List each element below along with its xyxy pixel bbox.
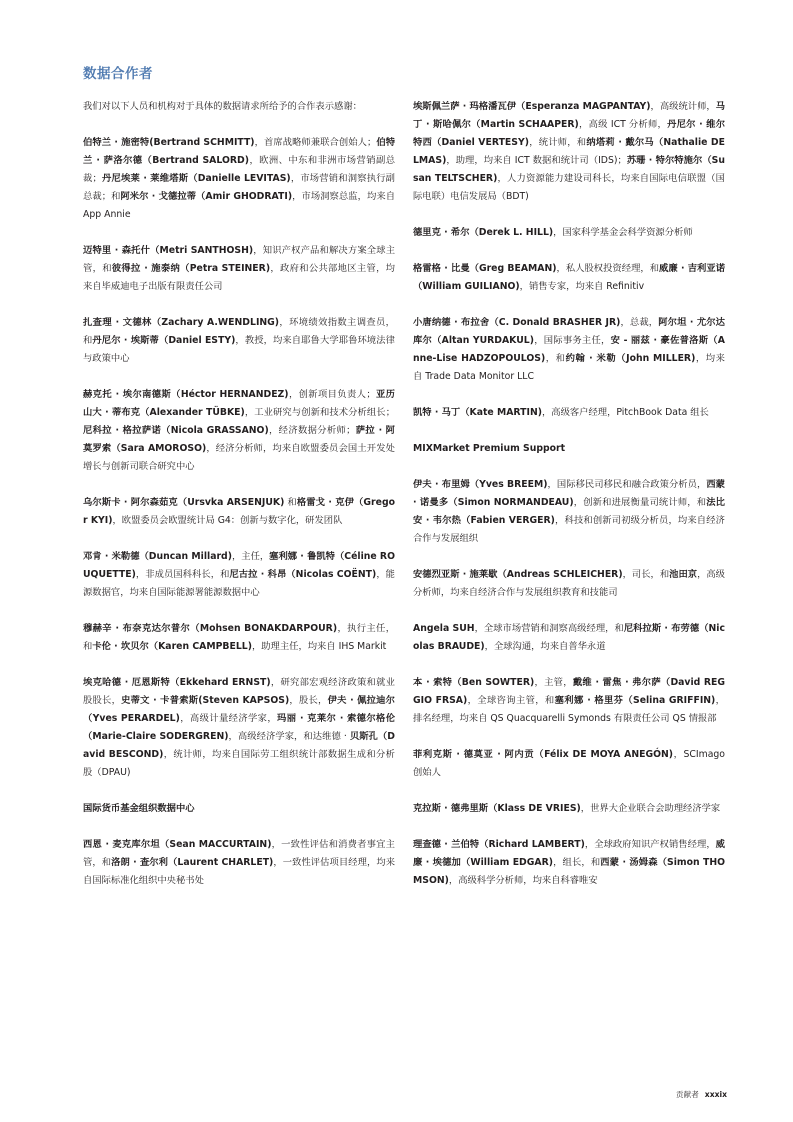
contributor-role: ，助理主任，均来自 IHS Markit xyxy=(251,641,387,652)
contributor-role: ，均来自 Trade Data Monitor LLC xyxy=(413,353,725,382)
contributor-role: ，研究部宏观经济政策和就业股股长， xyxy=(83,677,395,706)
contributor-name: 玛丽 · 克莱尔 · 索德尔格伦（Marie-Claire SODERGREN) xyxy=(83,713,395,742)
acknowledgement-paragraph xyxy=(83,494,395,530)
contributor-role: ，工业研究与创新和技术分析组长； xyxy=(244,407,395,418)
contributor-name: 乌尔斯卡 · 阿尔森茹克（Ursvka ARSENJUK) xyxy=(83,497,285,508)
contributor-name: 西蒙 · 诺曼多（Simon NORMANDEAU) xyxy=(413,479,725,508)
contributor-role: ，股长， xyxy=(289,695,328,706)
contributor-name: 彼得拉 · 施泰纳（Petra STEINER) xyxy=(111,263,271,274)
contributor-name: 池田京 xyxy=(669,569,698,580)
contributor-role: ，全球政府知识产权销售经理， xyxy=(584,839,716,850)
contributor-name: 纳塔莉 · 戴尔马（Nathalie DELMAS) xyxy=(413,137,725,166)
section-heading: MIXMarket Premium Support xyxy=(413,443,566,454)
page-title: 数据合作者 xyxy=(83,66,153,82)
contributor-name: 戴维 · 雷焦 · 弗尔萨（David REGGIO FRSA) xyxy=(413,677,725,706)
footer-section-label: 贡献者 xyxy=(676,1090,699,1099)
contributor-role: ，主任， xyxy=(231,551,270,562)
contributor-name: 凯特 · 马丁（Kate MARTIN) xyxy=(413,407,542,418)
page-footer xyxy=(676,1089,727,1100)
contributor-name: 塞利娜 · 格里芬（Selina GRIFFIN) xyxy=(554,695,716,706)
contributor-name: 菲利克斯 · 德莫亚 · 阿内贡（Félix DE MOYA ANEGÓN) xyxy=(413,749,674,760)
contributor-name: 贝斯孔（David BESCOND) xyxy=(83,731,395,760)
contributor-role: ，SCImago 创始人 xyxy=(413,749,725,778)
contributor-name: 小唐纳德 · 布拉舍（C. Donald BRASHER JR) xyxy=(413,317,621,328)
contributor-name: 邓肯 · 米勒德（Duncan Millard) xyxy=(83,551,232,562)
contributor-role: ，创新项目负责人； xyxy=(288,389,376,400)
contributor-role: ，全球沟通，均来自普华永道 xyxy=(484,641,606,652)
contributor-name: 史蒂文 · 卡普索斯(Steven KAPSOS) xyxy=(121,695,290,706)
acknowledgement-paragraph xyxy=(83,386,395,476)
contributor-name: 迈特里 · 森托什（Metri SANTHOSH) xyxy=(83,245,254,256)
contributor-name: 卡伦 · 坎贝尔（Karen CAMPBELL) xyxy=(92,641,252,652)
contributor-role: ，私人股权投资经理，和 xyxy=(556,263,660,274)
acknowledgement-paragraph xyxy=(83,134,395,224)
contributor-name: 伊夫 · 布里姆（Yves BREEM) xyxy=(413,479,548,490)
acknowledgement-paragraph xyxy=(413,224,725,242)
contributor-name: 西蒙 · 汤姆森（Simon THOMSON) xyxy=(413,857,725,886)
acknowledgement-paragraph xyxy=(83,548,395,602)
contributor-role: ，和 xyxy=(545,353,566,364)
contributor-name: 丹尼尔 · 维尔特西（Daniel VERTESY) xyxy=(413,119,725,148)
contributor-name: 丹尼埃莱 · 莱维塔斯（Danielle LEVITAS) xyxy=(101,173,291,184)
contributor-role: ，教授，均来自耶鲁大学耶鲁环境法律与政策中心 xyxy=(83,335,395,364)
contributor-name: 丹尼尔 · 埃斯蒂（Daniel ESTY) xyxy=(92,335,236,346)
acknowledgement-paragraph xyxy=(413,674,725,728)
contributor-role: ，总裁， xyxy=(620,317,659,328)
contributor-role: ，高级 ICT 分析师， xyxy=(578,119,668,130)
contributor-role: ，统计师，均来自国际劳工组织统计部数据生成和分析股（DPAU) xyxy=(83,749,395,778)
acknowledgement-paragraph xyxy=(83,620,395,656)
acknowledgement-paragraph: 我们对以下人员和机构对于具体的数据请求所给予的合作表示感谢： xyxy=(83,101,362,112)
contributor-role: ，司长，和 xyxy=(622,569,670,580)
contributor-role: ，组长，和 xyxy=(553,857,601,868)
contributor-name: 西恩 · 麦克库尔坦（Sean MACCURTAIN) xyxy=(83,839,272,850)
acknowledgement-paragraph xyxy=(83,674,395,782)
contributor-role: ，政府和公共部地区主管，均来自毕威迪电子出版有限责任公司 xyxy=(83,263,395,292)
contributor-role: ，高级经济学家，和达维德 · xyxy=(228,731,350,742)
contributor-role: ，经济分析师，均来自欧盟委员会国土开发处增长与创新司联合研究中心 xyxy=(83,443,395,472)
contributor-role: ，经济数据分析师； xyxy=(268,425,356,436)
contributor-name: 赫克托 · 埃尔南德斯（Héctor HERNANDEZ) xyxy=(83,389,289,400)
contributor-name: 威廉 · 埃德加（William EDGAR) xyxy=(413,839,725,868)
contributor-name: 尼科拉 · 格拉萨诺（Nicola GRASSANO) xyxy=(83,425,269,436)
contributor-role: ，人力资源能力建设司科长，均来自国际电信联盟（国际电联）电信发展局（BDT) xyxy=(413,173,725,202)
contributor-role: ，创新和进展衡量司统计师，和 xyxy=(573,497,707,508)
acknowledgement-paragraph xyxy=(413,260,725,296)
acknowledgement-paragraph xyxy=(83,314,395,368)
contributor-role: ，全球市场营销和洞察高级经理，和 xyxy=(474,623,624,634)
contributor-name: 马丁 · 斯哈佩尔（Martin SCHAAPER) xyxy=(413,101,725,130)
contributor-name: 萨拉 · 阿莫罗索（Sara AMOROSO) xyxy=(83,425,395,454)
contributor-name: 安 - 丽兹 · 豪佐普洛斯（Anne-Lise HADZOPOULOS) xyxy=(413,335,725,364)
contributor-role: ，排名经理，均来自 QS Quacquarelli Symonds 有限责任公司 QS 情报部 xyxy=(413,695,725,724)
contributor-name: 克拉斯 · 德弗里斯（Klass DE VRIES) xyxy=(413,803,581,814)
contributor-role: ，高级分析师，均来自经济合作与发展组织教育和技能司 xyxy=(413,569,725,598)
acknowledgement-paragraph xyxy=(413,620,725,656)
contributor-role: ，高级科学分析师，均来自科睿唯安 xyxy=(448,875,598,886)
acknowledgement-paragraph xyxy=(413,404,725,422)
contributor-role: 和 xyxy=(284,497,297,508)
contributor-role: ，主管， xyxy=(534,677,573,688)
contributor-name: 阿米尔 · 戈德拉蒂（Amir GHODRATI) xyxy=(120,191,293,202)
contributor-name: 埃斯佩兰萨 · 玛格潘瓦伊（Esperanza MAGPANTAY) xyxy=(413,101,651,112)
contributor-name: 伯特兰 · 施密特(Bertrand SCHMITT) xyxy=(83,137,255,148)
contributor-role: ，世界大企业联合会助理经济学家 xyxy=(580,803,721,814)
contributor-name: 德里克 · 希尔（Derek L. HILL) xyxy=(413,227,554,238)
acknowledgement-paragraph xyxy=(413,800,725,818)
contributor-role: ，国家科学基金会科学资源分析师 xyxy=(553,227,693,238)
contributor-name: 理查德 · 兰伯特（Richard LAMBERT) xyxy=(413,839,585,850)
contributor-name: 约翰 · 米勒（John MILLER) xyxy=(565,353,696,364)
contributor-role: ，助理，均来自 ICT 数据和统计司（IDS)； xyxy=(446,155,627,166)
contributor-name: 威廉 · 吉利亚诺（William GUILIANO) xyxy=(413,263,725,292)
contributor-role: ，环境绩效指数主调查员，和 xyxy=(83,317,395,346)
acknowledgement-paragraph xyxy=(413,476,725,548)
contributor-name: 塞利娜 · 鲁凯特（Céline ROUQUETTE) xyxy=(83,551,395,580)
acknowledgement-paragraph xyxy=(413,98,725,206)
contributor-role: ，欧盟委员会欧盟统计局 G4：创新与数字化，研发团队 xyxy=(112,515,343,526)
contributor-role: ，高级客户经理，PitchBook Data 组长 xyxy=(541,407,709,418)
contributor-role: ，欧洲、中东和非洲市场营销副总裁； xyxy=(83,155,395,184)
contributor-role: ，国际事务主任， xyxy=(533,335,611,346)
contributor-name: 阿尔坦 · 尤尔达库尔（Altan YURDAKUL) xyxy=(413,317,725,346)
contributor-role: ，国际移民司移民和融合政策分析员， xyxy=(547,479,707,490)
contributor-role: ，知识产权产品和解决方案全球主管，和 xyxy=(83,245,395,274)
contributor-name: 伊夫 · 佩拉迪尔（Yves PERARDEL) xyxy=(83,695,395,724)
contributor-role: ，一致性评估和消费者事宜主管，和 xyxy=(83,839,395,868)
contributor-name: 埃克哈德 · 厄恩斯特（Ekkehard ERNST) xyxy=(83,677,271,688)
contributor-role: ，一致性评估项目经理，均来自国际标准化组织中央秘书处 xyxy=(83,857,395,886)
left-column xyxy=(83,98,395,908)
section-heading: 国际货币基金组织数据中心 xyxy=(83,803,195,814)
page-number: xxxix xyxy=(704,1090,727,1099)
contributor-role: ，统计师，和 xyxy=(528,137,587,148)
acknowledgement-paragraph xyxy=(413,314,725,386)
contributor-name: 穆赫辛 · 布奈克达尔普尔（Mohsen BONAKDARPOUR) xyxy=(83,623,338,634)
contributor-name: 尼科拉斯 · 布劳德（Nicolas BRAUDE) xyxy=(413,623,725,652)
contributor-name: Angela SUH xyxy=(413,623,475,634)
contributor-role: ，非成员国科科长，和 xyxy=(135,569,230,580)
right-column xyxy=(413,98,725,908)
contributor-role: ，科技和创新司初级分析员，均来自经济合作与发展组织 xyxy=(413,515,725,544)
contributor-name: 尼古拉 · 科昂（Nicolas COËNT) xyxy=(229,569,377,580)
contributor-name: 扎查理 · 文德林（Zachary A.WENDLING) xyxy=(83,317,280,328)
contributor-name: 格雷格 · 比曼（Greg BEAMAN) xyxy=(413,263,557,274)
acknowledgement-paragraph xyxy=(413,836,725,890)
contributor-name: 格雷戈 · 克伊（Gregor KYI) xyxy=(83,497,395,526)
contributor-role: ，市场洞察总监，均来自 App Annie xyxy=(83,191,395,220)
contributor-name: 安德烈亚斯 · 施莱歇（Andreas SCHLEICHER) xyxy=(413,569,623,580)
acknowledgement-paragraph xyxy=(413,566,725,602)
acknowledgement-paragraph xyxy=(83,836,395,890)
acknowledgement-paragraph xyxy=(413,746,725,782)
contributor-role: ，高级统计师， xyxy=(650,101,716,112)
contributor-name: 洛朗 · 查尔利（Laurent CHARLET) xyxy=(111,857,274,868)
contributor-role: ，高级计量经济学家， xyxy=(179,713,278,724)
contributor-role: ，市场营销和洞察执行副总裁；和 xyxy=(83,173,395,202)
contributor-name: 本 · 索特（Ben SOWTER) xyxy=(413,677,535,688)
contributor-role: ，能源数据官，均来自国际能源署能源数据中心 xyxy=(83,569,395,598)
contributor-role: ，销售专家，均来自 Refinitiv xyxy=(519,281,645,292)
contributor-name: 亚历山大 · 蒂布克（Alexander TÜBKE) xyxy=(83,389,395,418)
contributor-role: ，首席战略师兼联合创始人； xyxy=(254,137,377,148)
contributor-role: ，执行主任，和 xyxy=(83,623,395,652)
contributor-name: 法比安 · 韦尔热（Fabien VERGER) xyxy=(413,497,725,526)
contributor-name: 苏珊 · 特尔特施尔（Susan TELTSCHER) xyxy=(413,155,725,184)
contributor-role: ，全球咨询主管，和 xyxy=(467,695,555,706)
acknowledgement-paragraph xyxy=(83,242,395,296)
contributor-name: 伯特兰 · 萨洛尔德（Bertrand SALORD) xyxy=(83,137,395,166)
